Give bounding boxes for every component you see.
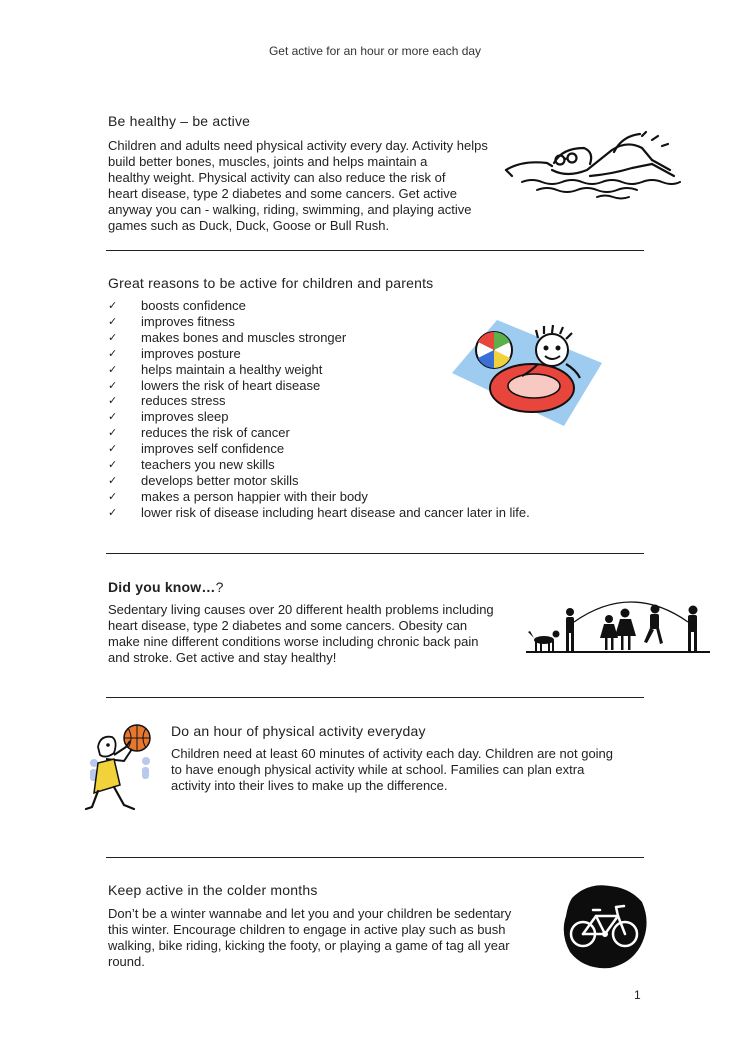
- section-body-hour-of-activity: [171, 746, 613, 794]
- divider: [106, 857, 644, 858]
- did-you-know-bold: Did you know…: [108, 579, 216, 595]
- text-line: this winter. Encourage children to engage in active play such as bush: [108, 922, 506, 937]
- checkmark-icon: ✓: [108, 330, 118, 344]
- list-item: ✓ develops better motor skills: [108, 472, 299, 488]
- checkmark-icon: ✓: [108, 442, 118, 456]
- text-line: make nine different conditions worse including chronic back pain: [108, 634, 479, 649]
- text-line: heart disease, type 2 diabetes and some cancers. Get active: [108, 186, 458, 201]
- list-item: ✓ improves self confidence: [108, 441, 285, 457]
- section-heading-colder-months: Keep active in the colder months: [108, 882, 318, 898]
- text-line: Sedentary living causes over 20 different health problems including: [108, 602, 494, 617]
- section-body-colder-months: [108, 906, 511, 970]
- text-line: Children and adults need physical activity every day. Activity helps: [108, 138, 488, 153]
- checkmark-icon: ✓: [108, 426, 118, 440]
- section-body-be-healthy: [108, 138, 488, 234]
- text-line: heart disease, type 2 diabetes and some cancers. Obesity can: [108, 618, 468, 633]
- checkmark-icon: ✓: [108, 346, 118, 360]
- section-heading-did-you-know: [108, 579, 224, 595]
- section-heading-great-reasons: Great reasons to be active for children and parents: [108, 275, 434, 291]
- bicycle-icon: [558, 880, 650, 972]
- list-item: ✓ reduces the risk of cancer: [108, 425, 290, 441]
- text-line: and stroke. Get active and stay healthy!: [108, 650, 337, 665]
- text-line: Don’t be a winter wannabe and let you and your children be sedentary: [108, 906, 512, 921]
- did-you-know-suffix: ?: [215, 579, 224, 595]
- section-body-did-you-know: [108, 602, 494, 666]
- list-item: ✓ improves posture: [108, 345, 241, 361]
- divider: [106, 697, 644, 698]
- basketball-player-image: [84, 721, 156, 815]
- checkmark-icon: ✓: [108, 394, 118, 408]
- checkmark-icon: ✓: [108, 505, 118, 519]
- section-heading-be-healthy: Be healthy – be active: [108, 113, 251, 129]
- list-item: ✓ reduces stress: [108, 393, 226, 409]
- checkmark-icon: ✓: [108, 410, 118, 424]
- list-item: ✓ makes bones and muscles stronger: [108, 329, 347, 345]
- page-number: 1: [634, 988, 641, 1002]
- checkmark-icon: ✓: [108, 473, 118, 487]
- text-line: Children need at least 60 minutes of activity each day. Children are not going: [171, 746, 614, 761]
- text-line: activity into their lives to make up the difference.: [171, 778, 448, 793]
- jump-rope-silhouettes-image: [526, 592, 711, 657]
- list-item: ✓ helps maintain a healthy weight: [108, 361, 323, 377]
- text-line: anyway you can - walking, riding, swimming, and playing active: [108, 202, 472, 217]
- list-item: ✓ makes a person happier with their body: [108, 488, 368, 504]
- checkmark-icon: ✓: [108, 458, 118, 472]
- text-line: walking, bike riding, kicking the footy, or playing a game of tag all year: [108, 938, 510, 953]
- list-item: ✓ improves sleep: [108, 409, 229, 425]
- text-line: round.: [108, 954, 145, 969]
- text-line: games such as Duck, Duck, Goose or Bull Rush.: [108, 218, 390, 233]
- text-line: build better bones, muscles, joints and helps maintain a: [108, 154, 428, 169]
- list-item: ✓ teachers you new skills: [108, 457, 275, 473]
- swimmer-image: [502, 130, 687, 205]
- checkmark-icon: ✓: [108, 314, 118, 328]
- list-item: ✓ lowers the risk of heart disease: [108, 377, 321, 393]
- section-heading-hour-of-activity: Do an hour of physical activity everyday: [171, 723, 426, 739]
- list-item: ✓ lower risk of disease including heart disease and cancer later in life.: [108, 504, 530, 520]
- list-item: ✓ boosts confidence: [108, 298, 246, 313]
- text-line: to have enough physical activity while at school. Families can plan extra: [171, 762, 585, 777]
- divider: [106, 250, 644, 251]
- list-item: ✓ improves fitness: [108, 313, 235, 329]
- text-line: healthy weight. Physical activity can also reduce the risk of: [108, 170, 446, 185]
- page-header: Get active for an hour or more each day: [268, 44, 482, 58]
- divider: [106, 553, 644, 554]
- child-in-pool-image: [452, 318, 607, 428]
- checkmark-icon: ✓: [108, 299, 118, 312]
- checkmark-icon: ✓: [108, 489, 118, 503]
- checkmark-icon: ✓: [108, 362, 118, 376]
- checkmark-icon: ✓: [108, 378, 118, 392]
